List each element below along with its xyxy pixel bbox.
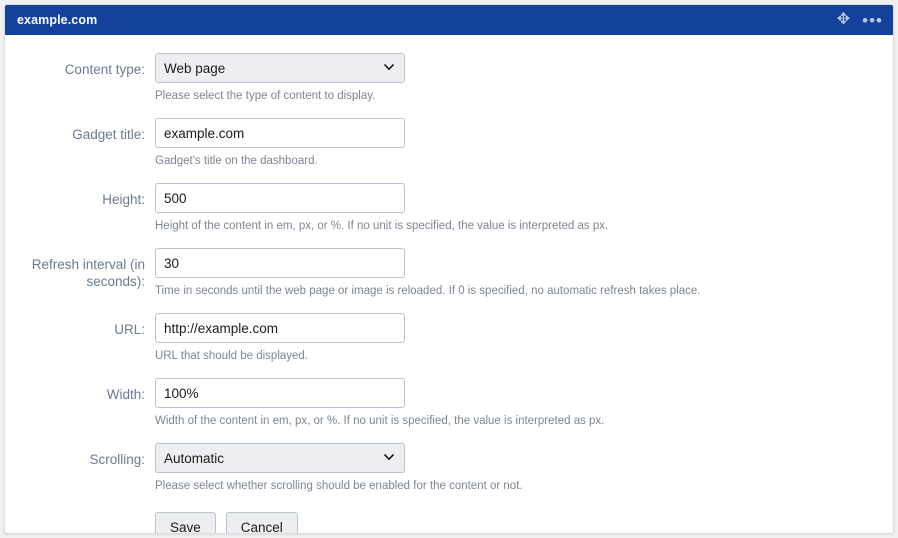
label-refresh-interval: Refresh interval (in seconds): (31, 257, 145, 289)
hint-scrolling: Please select whether scrolling should be enabled for the content or not. (155, 480, 523, 492)
label-content-type: Content type: (64, 62, 145, 77)
url-input[interactable] (155, 313, 405, 343)
label-gadget-title: Gadget title: (72, 127, 145, 142)
content-type-select-wrap (155, 53, 405, 83)
gadget-panel (4, 4, 894, 534)
label-url: URL: (114, 322, 145, 337)
refresh-interval-input[interactable] (155, 248, 405, 278)
hint-height: Height of the content in em, px, or %. If no unit is specified, the value is interpreted as px. (155, 220, 609, 232)
gadget-titlebar (5, 5, 893, 35)
cancel-button[interactable]: Cancel (226, 512, 298, 534)
field-row-height (5, 183, 893, 248)
hint-gadget-title: Gadget's title on the dashboard. (155, 155, 318, 167)
gadget-title: example.com (17, 13, 98, 27)
form-actions (155, 512, 893, 534)
field-row-gadget-title (5, 118, 893, 183)
move-icon[interactable]: ✥ (836, 11, 851, 28)
gadget-settings-form (5, 35, 893, 534)
scrolling-select[interactable] (155, 443, 405, 473)
label-width: Width: (106, 387, 145, 402)
scrolling-select-wrap (155, 443, 405, 473)
field-row-width (5, 378, 893, 443)
hint-width: Width of the content in em, px, or %. If no unit is specified, the value is interpreted as px. (155, 415, 605, 427)
label-scrolling: Scrolling: (89, 452, 145, 467)
field-row-refresh-interval (5, 248, 893, 313)
hint-refresh-interval: Time in seconds until the web page or image is reloaded. If 0 is specified, no automatic refresh takes place. (155, 285, 701, 297)
field-row-scrolling (5, 443, 893, 508)
field-row-url (5, 313, 893, 378)
field-row-content-type (5, 53, 893, 118)
label-height: Height: (102, 192, 145, 207)
height-input[interactable] (155, 183, 405, 213)
more-options-icon[interactable]: ••• (862, 10, 883, 30)
gadget-title-input[interactable] (155, 118, 405, 148)
hint-url: URL that should be displayed. (155, 350, 309, 362)
width-input[interactable] (155, 378, 405, 408)
form-actions-row (5, 508, 893, 534)
content-type-select[interactable] (155, 53, 405, 83)
save-button[interactable]: Save (155, 512, 216, 534)
hint-content-type: Please select the type of content to display. (155, 90, 376, 102)
